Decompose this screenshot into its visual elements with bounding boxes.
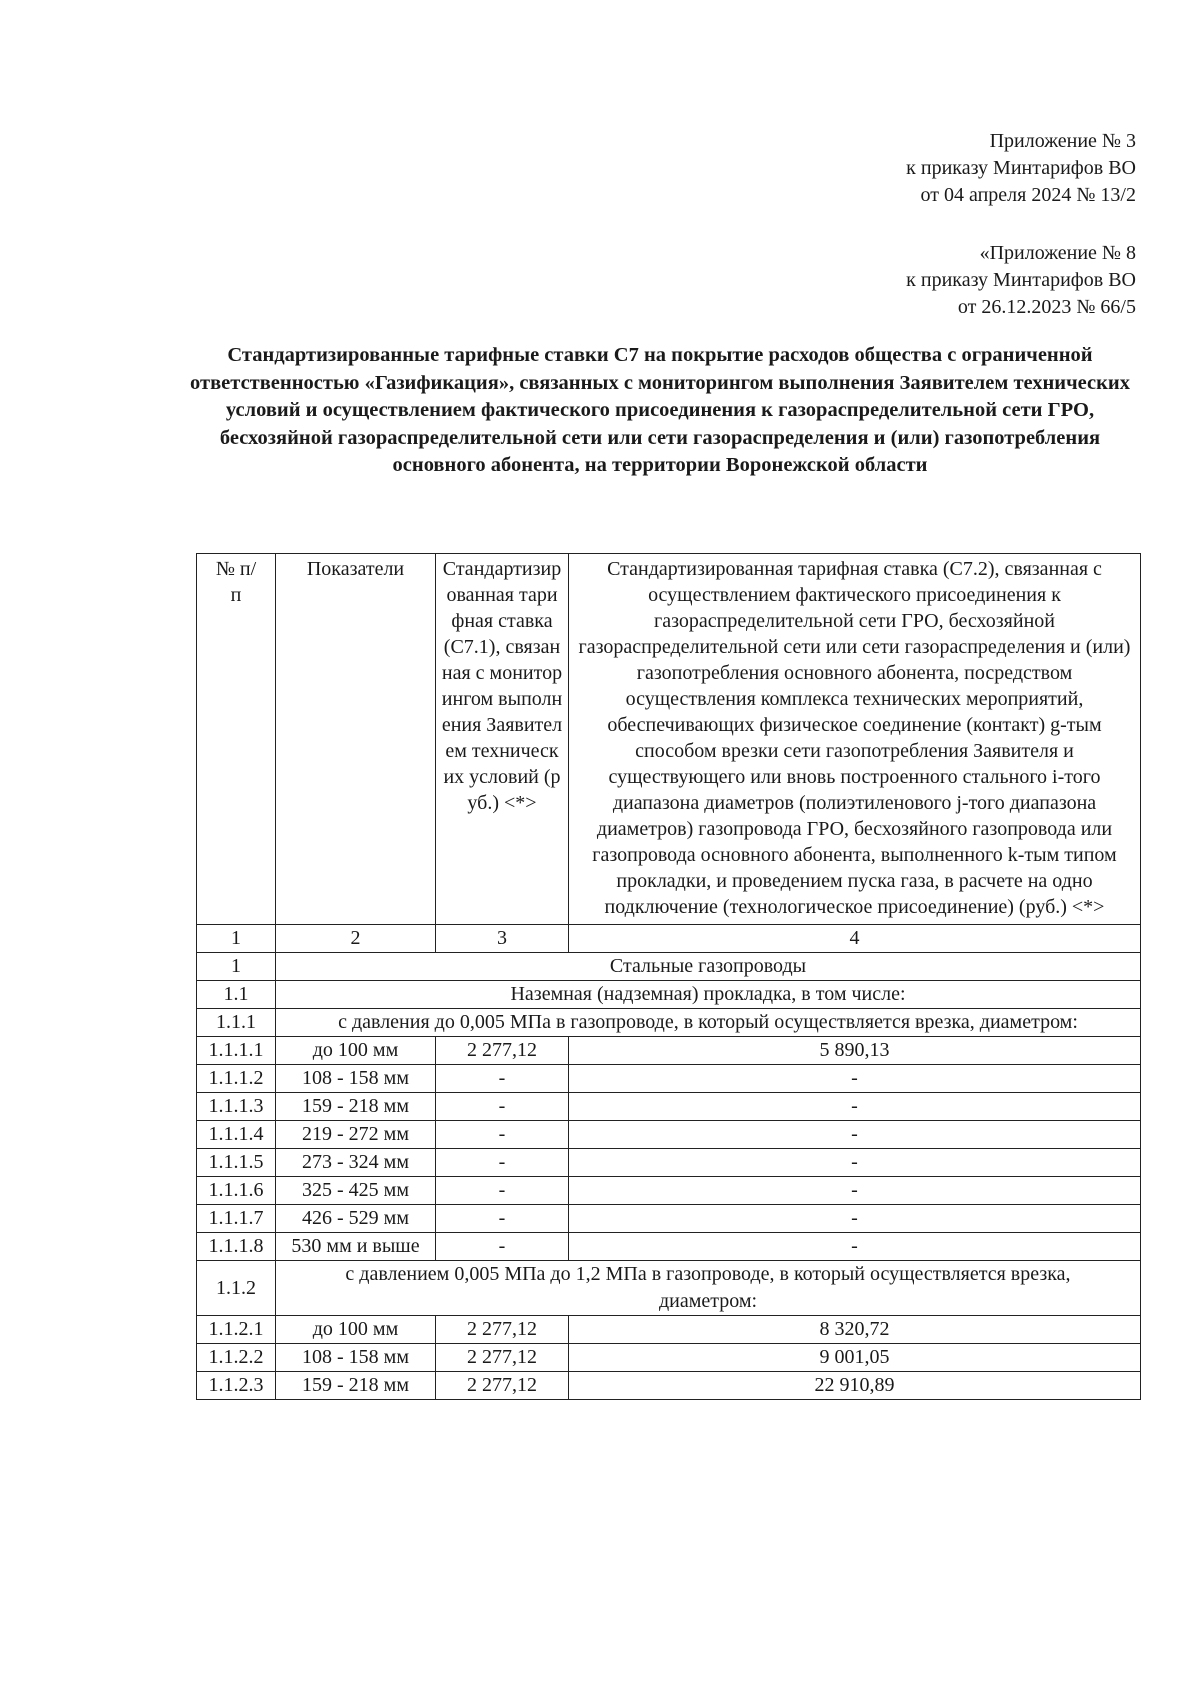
header-rate-c71: Стандартизированная тарифная ставка (С7.1), связанная с мониторингом выполнения Заявителем технических условий (руб.) <*>	[436, 554, 569, 925]
amended-appendix-header-line: «Приложение № 8	[979, 242, 1136, 264]
table-row	[197, 1065, 1141, 1093]
section-number: 1	[197, 953, 276, 981]
table-row	[197, 1037, 1141, 1065]
tariff-table	[196, 553, 1141, 1400]
amended-appendix-header-line: к приказу Минтарифов ВО	[906, 269, 1136, 291]
rate-c71-cell: 2 277,12	[436, 1316, 569, 1344]
table-row	[197, 1316, 1141, 1344]
section-row	[197, 981, 1141, 1009]
rate-c72-cell: -	[569, 1065, 1141, 1093]
subsection-number: 1.1.1	[197, 1009, 276, 1037]
document-title: Стандартизированные тарифные ставки С7 на покрытие расходов общества с ограниченной ответственностью «Газификация», связанных с мониторингом выполнения Заявителем технических условий и осуществлением фактического присоединения к газораспределительной сети ГРО, бесхозяйной газораспределительной сети или сети газораспределения и (или) газопотребления основного абонента, на территории Воронежской области	[190, 344, 1130, 476]
diameter-cell: 108 - 158 мм	[276, 1344, 436, 1372]
diameter-cell: 530 мм и выше	[276, 1233, 436, 1261]
diameter-cell: до 100 мм	[276, 1037, 436, 1065]
rate-c71-cell: -	[436, 1121, 569, 1149]
section-label: Наземная (надземная) прокладка, в том числе:	[276, 981, 1141, 1009]
diameter-cell: 426 - 529 мм	[276, 1205, 436, 1233]
column-number: 1	[197, 925, 276, 953]
subsection-row	[197, 1009, 1141, 1037]
appendix-header-line: от 04 апреля 2024 № 13/2	[920, 184, 1136, 206]
subsection-label: с давления до 0,005 МПа в газопроводе, в который осуществляется врезка, диаметром:	[276, 1009, 1141, 1037]
appendix-header	[906, 128, 1136, 209]
table-row	[197, 1177, 1141, 1205]
rate-c72-cell: -	[569, 1205, 1141, 1233]
diameter-cell: 273 - 324 мм	[276, 1149, 436, 1177]
amended-appendix-header	[906, 240, 1136, 321]
row-number: 1.1.1.7	[197, 1205, 276, 1233]
rate-c71-cell: -	[436, 1093, 569, 1121]
table-row	[197, 1372, 1141, 1400]
diameter-cell: до 100 мм	[276, 1316, 436, 1344]
subsection-row	[197, 1261, 1141, 1316]
table-row	[197, 1205, 1141, 1233]
section-label: Стальные газопроводы	[276, 953, 1141, 981]
amended-appendix-header-line: от 26.12.2023 № 66/5	[957, 296, 1136, 318]
column-number: 3	[436, 925, 569, 953]
table-row	[197, 1233, 1141, 1261]
rate-c71-cell: -	[436, 1233, 569, 1261]
row-number: 1.1.1.5	[197, 1149, 276, 1177]
appendix-header-line: Приложение № 3	[989, 130, 1136, 152]
rate-c71-cell: 2 277,12	[436, 1037, 569, 1065]
rate-c72-cell: -	[569, 1093, 1141, 1121]
row-number: 1.1.1.6	[197, 1177, 276, 1205]
column-number: 2	[276, 925, 436, 953]
rate-c71-cell: -	[436, 1205, 569, 1233]
subsection-label: с давлением 0,005 МПа до 1,2 МПа в газопроводе, в который осуществляется врезка, диаметром:	[276, 1261, 1141, 1316]
table-row	[197, 1121, 1141, 1149]
diameter-cell: 325 - 425 мм	[276, 1177, 436, 1205]
row-number: 1.1.2.2	[197, 1344, 276, 1372]
rate-c72-cell: 9 001,05	[569, 1344, 1141, 1372]
rate-c72-cell: 5 890,13	[569, 1037, 1141, 1065]
rate-c71-cell: -	[436, 1177, 569, 1205]
table-row	[197, 1344, 1141, 1372]
row-number: 1.1.1.1	[197, 1037, 276, 1065]
column-numbers-row	[197, 925, 1141, 953]
diameter-cell: 159 - 218 мм	[276, 1093, 436, 1121]
header-rate-c72: Стандартизированная тарифная ставка (С7.2), связанная с осуществлением фактического присоединения к газораспределительной сети ГРО, бесхозяйной газораспределительной сети или сети газораспределения и (или) газопотребления основного абонента, посредством осуществления комплекса технических мероприятий, обеспечивающих физическое соединение (контакт) g-тым способом врезки сети газопотребления Заявителя и существующего или вновь построенного стального i-того диапазона диаметров (полиэтиленового j-того диапазона диаметров) газопровода ГРО, бесхозяйного газопровода или газопровода основного абонента, выполненного k-тым типом прокладки, и проведением пуска газа, в расчете на одно подключение (технологическое присоединение) (руб.) <*>	[569, 554, 1141, 925]
rate-c71-cell: 2 277,12	[436, 1344, 569, 1372]
row-number: 1.1.1.4	[197, 1121, 276, 1149]
appendix-header-line: к приказу Минтарифов ВО	[906, 157, 1136, 179]
header-number: № п/п	[197, 554, 276, 925]
rate-c72-cell: 22 910,89	[569, 1372, 1141, 1400]
rate-c72-cell: -	[569, 1177, 1141, 1205]
rate-c71-cell: -	[436, 1149, 569, 1177]
diameter-cell: 219 - 272 мм	[276, 1121, 436, 1149]
rate-c72-cell: 8 320,72	[569, 1316, 1141, 1344]
table-row	[197, 1093, 1141, 1121]
rate-c72-cell: -	[569, 1233, 1141, 1261]
rate-c72-cell: -	[569, 1121, 1141, 1149]
row-number: 1.1.2.1	[197, 1316, 276, 1344]
row-number: 1.1.1.2	[197, 1065, 276, 1093]
rate-c72-cell: -	[569, 1149, 1141, 1177]
diameter-cell: 159 - 218 мм	[276, 1372, 436, 1400]
diameter-cell: 108 - 158 мм	[276, 1065, 436, 1093]
table-row	[197, 1149, 1141, 1177]
rate-c71-cell: -	[436, 1065, 569, 1093]
subsection-number: 1.1.2	[197, 1261, 276, 1316]
row-number: 1.1.1.8	[197, 1233, 276, 1261]
row-number: 1.1.1.3	[197, 1093, 276, 1121]
section-row	[197, 953, 1141, 981]
rate-c71-cell: 2 277,12	[436, 1372, 569, 1400]
section-number: 1.1	[197, 981, 276, 1009]
header-indicators: Показатели	[276, 554, 436, 925]
table-header-row	[197, 554, 1141, 925]
row-number: 1.1.2.3	[197, 1372, 276, 1400]
column-number: 4	[569, 925, 1141, 953]
